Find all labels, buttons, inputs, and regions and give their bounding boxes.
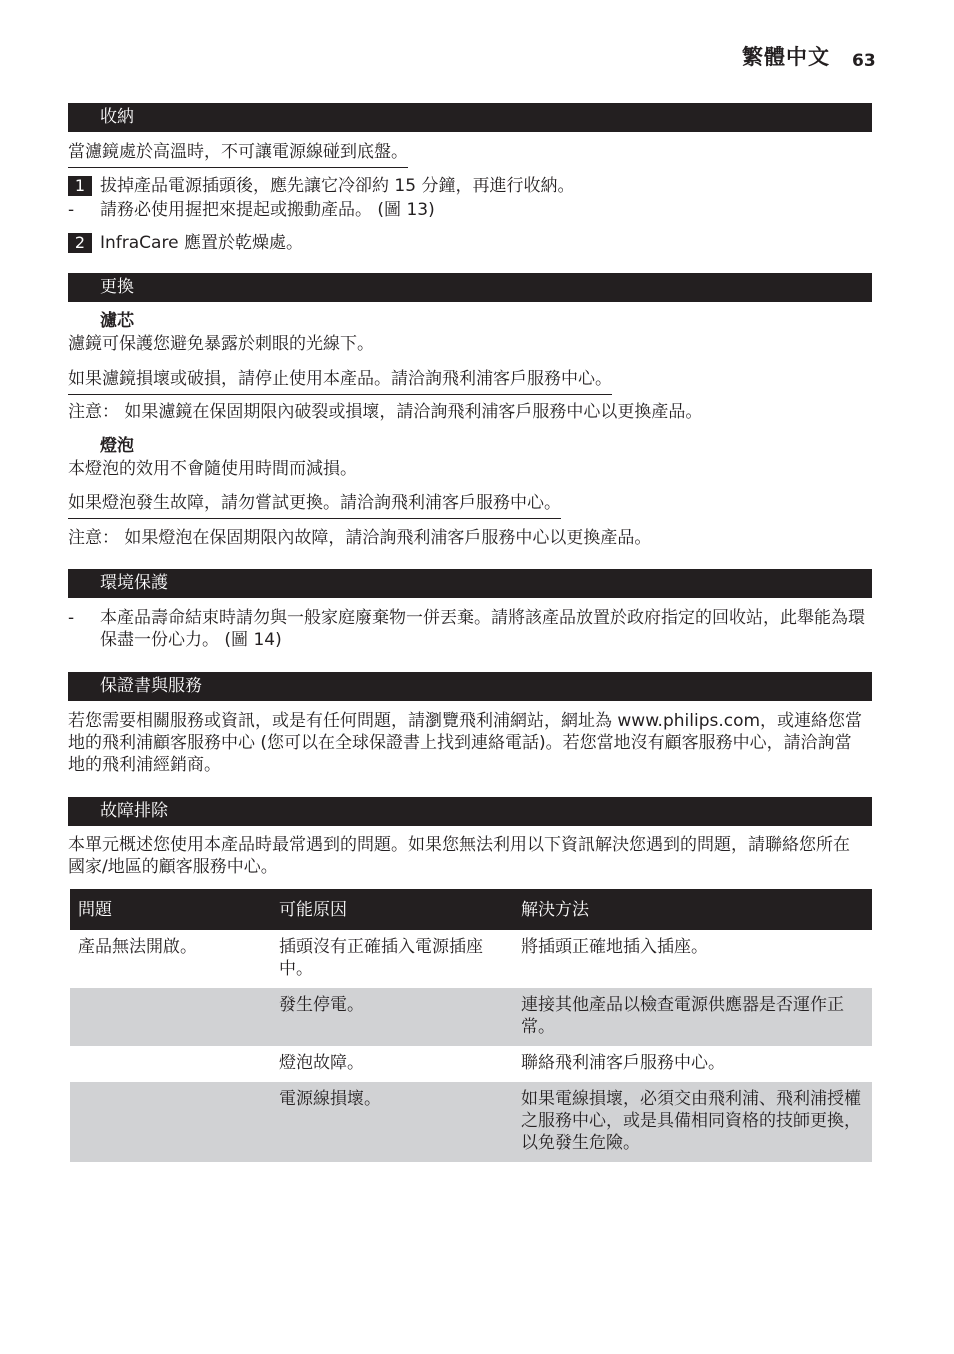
cell-problem [70, 988, 271, 1046]
cell-solution: 將插頭正確地插入插座。 [521, 937, 708, 957]
table-row [70, 1046, 872, 1082]
cell-cause: 發生停電。 [271, 988, 513, 1046]
storage-warning: 當濾鏡處於高溫時，不可讓電源線碰到底盤。 [68, 141, 408, 168]
guarantee-text: 若您需要相關服務或資訊，或是有任何問題，請瀏覽飛利浦網站，網址為 www.philips.com，或連絡您當地的飛利浦顧客服務中心 (您可以在全球保證書上找到連絡電話)。若您當地沒有顧客服務中心，請洽詢當地的飛利浦經銷商。 [68, 711, 863, 775]
environment-dash: - [68, 608, 75, 628]
cell-cause: 燈泡故障。 [279, 1053, 364, 1073]
section-heading-environment [68, 569, 872, 598]
cell-problem [70, 1082, 271, 1162]
column-header-problem: 問題 [70, 889, 271, 930]
cell-solution: 連接其他產品以檢查電源供應器是否運作正常。 [513, 988, 872, 1046]
step-number-1: 1 [68, 176, 92, 196]
column-header-cause: 可能原因 [271, 889, 513, 930]
cell-cause: 插頭沒有正確插入電源插座中。 [279, 937, 483, 979]
section-heading-troubleshooting [68, 797, 872, 826]
cell-problem [70, 1046, 271, 1082]
table-row [70, 1082, 872, 1162]
bulb-description: 本燈泡的效用不會隨使用時間而減損。 [68, 459, 357, 479]
cell-solution: 聯絡飛利浦客戶服務中心。 [521, 1053, 725, 1073]
section-heading-guarantee [68, 672, 872, 701]
storage-note: 請務必使用握把來提起或搬動產品。 (圖 13) [100, 200, 435, 220]
step-text-1: 拔掉產品電源插頭後，應先讓它冷卻約 15 分鐘，再進行收納。 [100, 176, 575, 196]
section-heading-storage [68, 103, 872, 132]
table-row [70, 988, 872, 1046]
bulb-warning: 如果燈泡發生故障，請勿嘗試更換。請洽詢飛利浦客戶服務中心。 [68, 492, 561, 519]
step-text-2: InfraCare 應置於乾燥處。 [100, 233, 303, 253]
section-heading-replacement [68, 273, 872, 302]
section-heading-label: 環境保護 [100, 573, 168, 593]
filter-description: 濾鏡可保護您避免暴露於刺眼的光線下。 [68, 334, 374, 354]
filter-note: 注意： 如果濾鏡在保固期限內破裂或損壞，請洽詢飛利浦客戶服務中心以更換產品。 [68, 402, 703, 422]
bulb-subheading: 燈泡 [100, 436, 134, 456]
troubleshooting-intro: 本單元概述您使用本產品時最常遇到的問題。如果您無法利用以下資訊解決您遇到的問題，請聯絡您所在國家/地區的顧客服務中心。 [68, 835, 850, 877]
environment-text: 本產品壽命結束時請勿與一般家庭廢棄物一併丟棄。請將該產品放置於政府指定的回收站，此舉能為環保盡一份心力。 (圖 14) [100, 608, 865, 650]
page-number: 63 [852, 51, 876, 71]
section-heading-label: 收納 [100, 107, 134, 127]
section-heading-label: 更換 [100, 277, 134, 297]
note-dash: - [68, 200, 75, 220]
troubleshooting-table [70, 889, 872, 1162]
section-heading-label: 保證書與服務 [100, 676, 202, 696]
section-heading-label: 故障排除 [100, 801, 168, 821]
page-language-label: 繁體中文 [742, 45, 830, 69]
table-header-row [70, 889, 872, 930]
filter-subheading: 濾芯 [100, 311, 134, 331]
cell-solution: 如果電線損壞，必須交由飛利浦、飛利浦授權之服務中心，或是具備相同資格的技師更換，以免發生危險。 [513, 1082, 872, 1162]
column-header-solution: 解決方法 [513, 889, 872, 930]
step-number-2: 2 [68, 233, 92, 253]
cell-cause: 電源線損壞。 [271, 1082, 513, 1162]
filter-warning: 如果濾鏡損壞或破損，請停止使用本產品。請洽詢飛利浦客戶服務中心。 [68, 368, 612, 395]
table-row [70, 930, 872, 988]
cell-problem: 產品無法開啟。 [78, 937, 197, 957]
bulb-note: 注意： 如果燈泡在保固期限內故障，請洽詢飛利浦客戶服務中心以更換產品。 [68, 528, 652, 548]
